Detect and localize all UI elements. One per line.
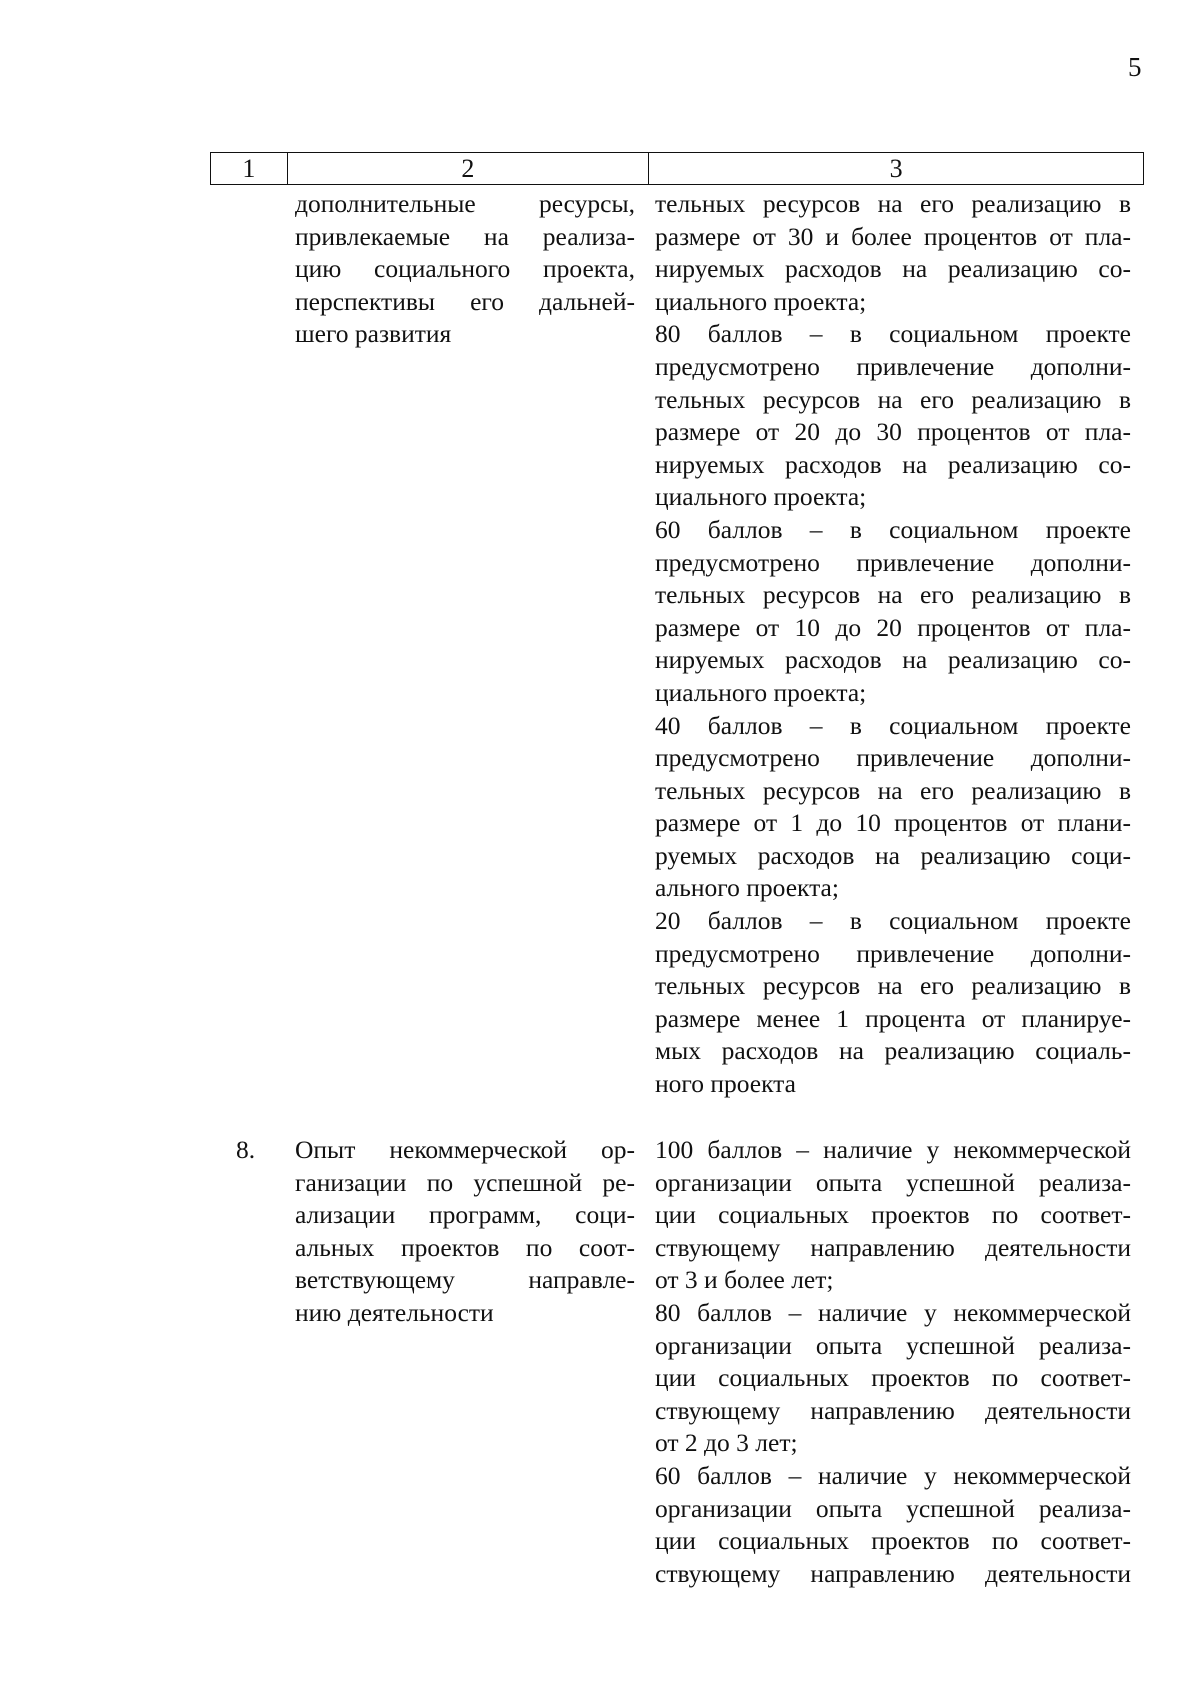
text-line: размере от 20 до 30 процентов от пла- — [655, 417, 1131, 447]
text-line: предусмотрено привлечение дополни- — [655, 938, 1131, 968]
text-line: дополнительные ресурсы, — [295, 189, 635, 218]
text-line: нию деятельности — [295, 1297, 494, 1327]
criterion-continued — [295, 188, 635, 351]
text-line: мых расходов на реализацию социаль- — [655, 1036, 1131, 1066]
table-header — [210, 152, 1144, 185]
text-line: шего развития — [295, 319, 452, 349]
text-line: предусмотрено привлечение дополни- — [655, 547, 1131, 577]
text-line: альных проектов по соот- — [295, 1232, 635, 1262]
text-line: ветствующему направле- — [295, 1265, 635, 1295]
text-line: организации опыта успешной реализа- — [655, 1167, 1131, 1197]
text-line: 80 баллов – наличие у некоммерческой — [655, 1297, 1131, 1327]
text-line: размере менее 1 процента от планируе- — [655, 1003, 1131, 1033]
text-line: нируемых расходов на реализацию со- — [655, 449, 1131, 479]
text-line: ного проекта — [655, 1069, 796, 1099]
text-line: размере от 30 и более процентов от пла- — [655, 221, 1131, 251]
text-line: тельных ресурсов на его реализацию в — [655, 189, 1131, 218]
header-col-3: 3 — [649, 153, 1144, 185]
text-line: тельных ресурсов на его реализацию в — [655, 971, 1131, 1001]
text-line: ции социальных проектов по соответ- — [655, 1526, 1131, 1556]
text-line: ции социальных проектов по соответ- — [655, 1363, 1131, 1393]
text-line: ствующему направлению деятельности — [655, 1395, 1131, 1425]
criterion-8 — [295, 1134, 635, 1330]
text-line: тельных ресурсов на его реализацию в — [655, 580, 1131, 610]
text-line: 40 баллов – в социальном проекте — [655, 710, 1131, 740]
text-line: предусмотрено привлечение дополни- — [655, 743, 1131, 773]
text-line: ганизации по успешной ре- — [295, 1167, 635, 1197]
text-line: ализации программ, соци- — [295, 1200, 635, 1230]
page-number: 5 — [1128, 52, 1142, 82]
text-line: цию социального проекта, — [295, 254, 635, 284]
text-line: руемых расходов на реализацию соци- — [655, 840, 1131, 870]
text-line: перспективы его дальней- — [295, 286, 635, 316]
text-line: Опыт некоммерческой ор- — [295, 1135, 635, 1164]
text-line: циального проекта; — [655, 482, 867, 512]
text-line: предусмотрено привлечение дополни- — [655, 351, 1131, 381]
scoring-continued — [655, 188, 1131, 1101]
text-line: ствующему направлению деятельности — [655, 1232, 1131, 1262]
text-line: 20 баллов – в социальном проекте — [655, 906, 1131, 936]
text-line: нируемых расходов на реализацию со- — [655, 645, 1131, 675]
row-number: 8. — [236, 1135, 256, 1164]
text-line: 60 баллов – в социальном проекте — [655, 514, 1131, 544]
text-line: 80 баллов – в социальном проекте — [655, 319, 1131, 349]
text-line: нируемых расходов на реализацию со- — [655, 254, 1131, 284]
text-line: тельных ресурсов на его реализацию в — [655, 384, 1131, 414]
scoring-8 — [655, 1134, 1131, 1590]
text-line: размере от 1 до 10 процентов от плани- — [655, 808, 1131, 838]
text-line: циального проекта; — [655, 286, 867, 316]
text-line: привлекаемые на реализа- — [295, 221, 635, 251]
text-line: 100 баллов – наличие у некоммерческой — [655, 1135, 1131, 1164]
text-line: 60 баллов – наличие у некоммерческой — [655, 1460, 1131, 1490]
text-line: организации опыта успешной реализа- — [655, 1330, 1131, 1360]
text-line: ствующему направлению деятельности — [655, 1558, 1131, 1588]
text-line: от 2 до 3 лет; — [655, 1428, 798, 1458]
text-line: тельных ресурсов на его реализацию в — [655, 775, 1131, 805]
text-line: ции социальных проектов по соответ- — [655, 1200, 1131, 1230]
header-col-2: 2 — [287, 153, 648, 185]
text-line: размере от 10 до 20 процентов от пла- — [655, 612, 1131, 642]
text-line: от 3 и более лет; — [655, 1265, 834, 1295]
text-line: организации опыта успешной реализа- — [655, 1493, 1131, 1523]
text-line: ального проекта; — [655, 873, 839, 903]
header-col-1: 1 — [211, 153, 288, 185]
text-line: циального проекта; — [655, 677, 867, 707]
